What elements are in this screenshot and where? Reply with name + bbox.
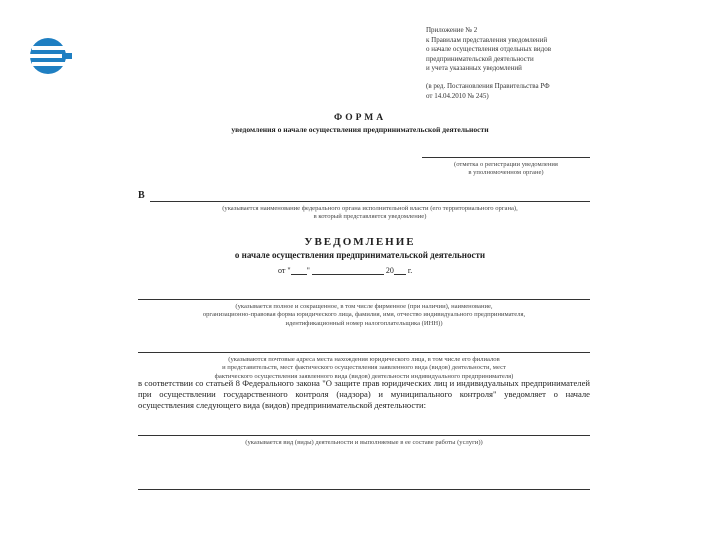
date-prefix: от " <box>278 266 291 275</box>
applicant-field-line[interactable] <box>138 299 590 300</box>
caption-line: организационно-правовая форма юридического лица, фамилия, имя, отчество индивидуального предпринимателя, <box>202 311 526 319</box>
appendix-line: предпринимательской деятельности <box>426 54 534 63</box>
caption-line: (указывается наименование федерального органа исполнительной власти (его территориального органа), <box>222 205 518 212</box>
caption-line: (отметка о регистрации уведомления <box>454 161 558 168</box>
decree-line: от 14.04.2010 № 245) <box>426 91 489 100</box>
authority-field-line[interactable] <box>150 201 590 202</box>
appendix-reference <box>426 26 606 101</box>
decree-line: (в ред. Постановления Правительства РФ <box>426 81 550 90</box>
date-quote-close: " <box>306 266 310 275</box>
notice-subtitle: о начале осуществления предпринимательской деятельности <box>234 250 486 260</box>
form-title: ФОРМА <box>333 113 387 123</box>
caption-line: в уполномоченном органе) <box>468 169 544 177</box>
year-suffix: г. <box>407 266 413 275</box>
registration-caption <box>402 161 610 178</box>
caption-line: фактического осуществления заявленного вида (видов) деятельности индивидуального предпринимателя) <box>214 372 514 380</box>
day-field[interactable] <box>291 266 307 275</box>
month-field[interactable] <box>312 266 384 275</box>
caption-line: в который представляется уведомление) <box>313 213 427 221</box>
caption-line: (указывается полное и сокращенное, в том числе фирменное (при наличии), наименование, <box>235 303 493 310</box>
form-subtitle: уведомления о начале осуществления предпринимательской деятельности <box>231 125 489 134</box>
activity-caption: (указывается вид (виды) деятельности и выполняемые в ее составе работы (услуги)) <box>245 439 483 446</box>
appendix-line: о начале осуществления отдельных видов <box>426 45 552 54</box>
notice-title: УВЕДОМЛЕНИЕ <box>304 236 416 248</box>
authority-caption <box>150 205 590 222</box>
registration-field-line[interactable] <box>422 157 590 158</box>
appendix-line: и учета указанных уведомлений <box>426 64 522 73</box>
activity-details-line[interactable] <box>138 489 590 490</box>
caption-line: идентификационный номер налогоплательщика (ИНН)) <box>285 319 443 327</box>
appendix-line: Приложение № 2 <box>426 26 478 34</box>
addressee-prefix: В <box>138 190 145 201</box>
notice-date-line <box>278 266 450 275</box>
caption-line: (указываются почтовые адреса места нахождения юридического лица, в том числе его филиалов <box>228 356 500 363</box>
year-field[interactable] <box>394 266 406 275</box>
appendix-line: к Правилам представления уведомлений <box>426 35 548 44</box>
address-field-line[interactable] <box>138 352 590 353</box>
caption-line: и представительств, мест фактического осуществления заявленного вида (видов) деятельности, мест <box>222 364 506 372</box>
notice-body-text: в соответствии со статьей 8 Федерального закона "О защите прав юридических лиц и индивидуальных предпринимателей при осуществлении государственного контроля (надзора) и муниципального контроля" уведомляет о начале осуществления следующего вида (видов) предпринимательской деятельности: <box>138 378 590 410</box>
year-prefix: 20 <box>385 266 394 275</box>
applicant-caption <box>138 303 590 328</box>
activity-field-line[interactable] <box>138 435 590 436</box>
organization-logo-icon <box>28 36 72 76</box>
